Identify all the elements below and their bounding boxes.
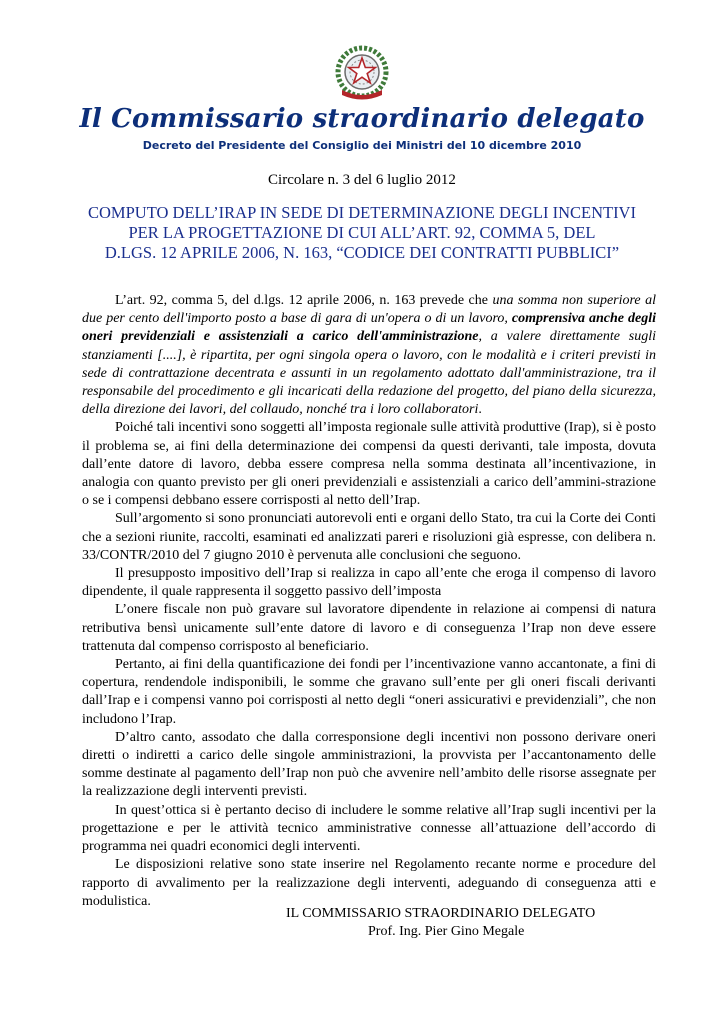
paragraph-text: L’art. 92, comma 5, del d.lgs. 12 aprile 2006, n. 163 prevede che (115, 293, 493, 308)
paragraph: Il presupposto impositivo dell’Irap si realizza in capo all’ente che eroga il compenso di lavoro dipendente, il quale rappresenta il soggetto passivo dell’imposta (82, 566, 656, 600)
paragraph: Pertanto, ai fini della quantificazione dei fondi per l’incentivazione vanno accantonate, a fini di copertura, rendendole indisponibili, le somme che gravano sull’ente per gli oneri fiscali derivanti dall’Irap e i compensi vanno poi corrisposti al netto degli “oneri assicurativi e previdenziali”, che non includono l’Irap. (82, 657, 656, 727)
paragraph: Poiché tali incentivi sono soggetti all’imposta regionale sulle attività produttive (Irap), si è posto il problema se, ai fini della determinazione dei compensi da questi derivanti, tale imposta, dovuta dall’ente datore di lavoro, debba essere compresa nella somma destinata all’incentivazione, in analogia con quanto previsto per gli oneri previdenziali e assistenziali a carico dell’ammini-strazione o se i compensi debbano essere corrisposti al netto dell’Irap. (82, 420, 656, 509)
document-body (82, 292, 656, 911)
header-subtitle: Decreto del Presidente del Consiglio dei Ministri del 10 dicembre 2010 (142, 139, 582, 152)
document-title-line: PER LA PROGETTAZIONE DI CUI ALL’ART. 92, COMMA 5, DEL (128, 223, 596, 242)
paragraph: Le disposizioni relative sono state inserire nel Regolamento recante norme e procedure del rapporto di avvalimento per la realizzazione degli interventi, adeguando di conseguenza atti e modulistica. (82, 857, 656, 909)
signature-name: Prof. Ing. Pier Gino Megale (368, 924, 525, 939)
header-title: Il Commissario straordinario delegato (79, 104, 645, 134)
signature-role: IL COMMISSARIO STRAORDINARIO DELEGATO (286, 906, 596, 921)
paragraph: In quest’ottica si è pertanto deciso di includere le somme relative all’Irap sugli incentivi per la progettazione e per le attività tecnico amministrative connesse all’attuazione dell’accordo di programma nei quadri economici degli interventi. (82, 802, 656, 855)
emphasized-quoted-text: comprensiva anche degli oneri previdenziali e assistenziali a carico dell'amministrazione (82, 311, 656, 345)
paragraph (82, 292, 656, 419)
paragraph: L’onere fiscale non può gravare sul lavoratore dipendente in relazione ai compensi di natura retributiva bensì unicamente sull’ente datore di lavoro e di conseguenza l’Irap non deve essere trattenuta dal compenso corrisposto al beneficiario. (82, 602, 656, 654)
paragraph: D’altro canto, assodato che dalla corresponsione degli incentivi non possono derivare oneri diretti o indiretti a carico delle singole amministrazioni, la provvista per l’accantonamento delle somme destinate al pagamento dell’Irap non può che avvenire nell’ambito delle risorse assegnate per la realizzazione degli interventi previsti. (82, 729, 656, 800)
document-title (60, 203, 664, 263)
circolare-reference: Circolare n. 3 del 6 luglio 2012 (268, 172, 456, 188)
quoted-text: una somma non superiore al due per cento dell'importo posto a base di gara di un'opera o di un lavoro, (82, 293, 656, 327)
document-title-line: COMPUTO DELL’IRAP IN SEDE DI DETERMINAZIONE DEGLI INCENTIVI (88, 203, 636, 222)
paragraph: Sull’argomento si sono pronunciati autorevoli enti e organi dello Stato, tra cui la Corte dei Conti che a sezioni riunite, raccolti, esaminati ed analizzati pareri e risoluzioni già espresse, con delibera n. 33/CONTR/2010 del 7 giugno 2010 è pervenuta alle conclusioni che seguono. (82, 511, 656, 563)
paragraph-text: . (478, 402, 482, 418)
document-title-line: D.LGS. 12 APRILE 2006, N. 163, “CODICE DEI CONTRATTI PUBBLICI” (104, 243, 620, 262)
quoted-text: , a valere direttamente sugli stanziamenti [....], è ripartita, per ogni singola opera o lavoro, con le modalità e i criteri previsti in sede di contrattazione decentrata e assunti in un regolamento adottato dall'amministrazione, tra il responsabile del procedimento e gli incaricati della redazione del progetto, del piano della sicurezza, della direzione dei lavori, del collaudo, nonché tra i loro collaboratori (82, 329, 656, 418)
italian-republic-emblem-icon (330, 42, 394, 106)
